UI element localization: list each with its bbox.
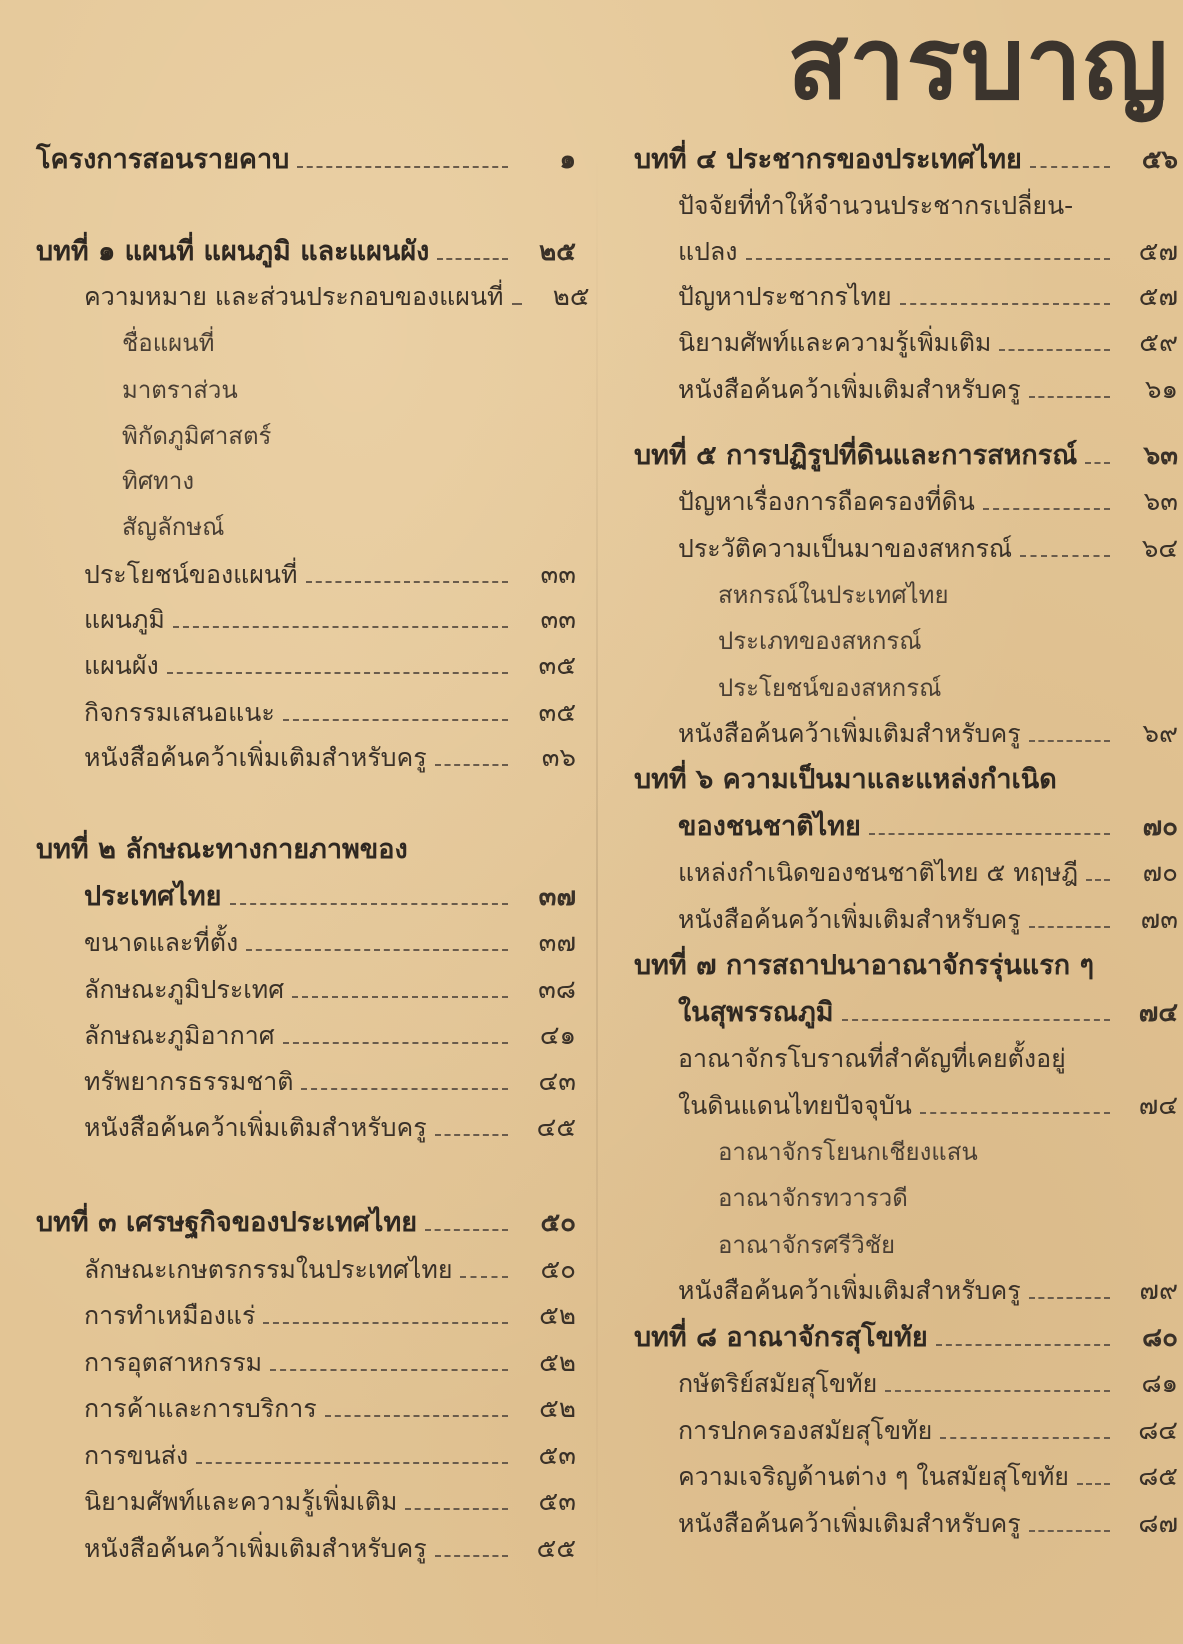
dot-leader: [435, 1134, 508, 1136]
toc-entry-label: อาณาจักรโยนกเชียงแสน: [718, 1138, 978, 1166]
toc-entry: [84, 1482, 576, 1522]
toc-entry: [36, 140, 576, 180]
toc-entry: [36, 830, 576, 870]
toc-entry-label: ในสุพรรณภูมิ: [678, 997, 834, 1028]
toc-entry: [678, 993, 1178, 1033]
toc-entry-label: ในดินแดนไทยปัจจุบัน: [678, 1091, 912, 1120]
toc-entry: [634, 760, 1178, 800]
toc-entry-page-number: ๖๑: [1144, 375, 1178, 405]
toc-entry: [122, 416, 422, 456]
toc-entry: [678, 1504, 1178, 1544]
toc-entry-label: ประเทศไทย: [84, 881, 222, 912]
toc-entry-label: หนังสือค้นคว้าเพิ่มเติมสำหรับครู: [678, 719, 1021, 748]
dot-leader: [425, 1229, 508, 1231]
toc-entry-page-number: ๒๕: [539, 237, 576, 267]
toc-entry-label: ทิศทาง: [122, 467, 195, 495]
toc-entry: [718, 1225, 1018, 1265]
toc-entry-page-number: ๓๖: [541, 743, 576, 773]
dot-leader: [246, 949, 508, 951]
dot-leader: [435, 764, 508, 766]
toc-entry: [36, 1203, 576, 1243]
toc-entry-page-number: ๖๔: [1141, 534, 1178, 564]
toc-entry: [84, 1108, 576, 1148]
toc-entry: [84, 1343, 576, 1383]
toc-entry-page-number: ๕๖: [1141, 145, 1178, 175]
toc-entry: [84, 738, 576, 778]
toc-entry-label: การขนส่ง: [84, 1441, 189, 1470]
toc-entry-page-number: ๓๗: [538, 882, 576, 912]
toc-entry: [84, 1062, 576, 1102]
toc-entry-page-number: ๗๙: [1139, 1276, 1178, 1306]
toc-entry: [122, 507, 422, 547]
toc-entry-page-number: ๕๕: [536, 1534, 576, 1564]
toc-entry: [678, 714, 1178, 754]
toc-entry-label: ของชนชาติไทย: [678, 811, 861, 842]
toc-entry: [678, 900, 1178, 940]
dot-leader: [196, 1462, 508, 1464]
toc-entry-label: กิจกรรมเสนอแนะ: [84, 698, 275, 727]
toc-entry-label: ชื่อแผนที่: [122, 329, 215, 357]
toc-entry: [84, 1250, 576, 1290]
toc-entry-page-number: ๓๕: [538, 698, 576, 728]
toc-entry: [84, 1016, 576, 1056]
toc-entry-label: แผนผัง: [84, 651, 159, 680]
toc-entry-label: ประโยชน์ของสหกรณ์: [718, 674, 942, 702]
toc-entry-label: บทที่ ๕ การปฏิรูปที่ดินและการสหกรณ์: [634, 440, 1078, 471]
toc-entry-page-number: ๕๗: [1138, 282, 1178, 312]
toc-entry-label: ประเภทของสหกรณ์: [718, 627, 922, 655]
toc-entry-label: การปกครองสมัยสุโขทัย: [678, 1416, 933, 1445]
toc-entry-label: หนังสือค้นคว้าเพิ่มเติมสำหรับครู: [678, 1509, 1021, 1538]
toc-entry: [122, 461, 422, 501]
toc-entry-page-number: ๗๔: [1138, 1091, 1178, 1121]
dot-leader: [405, 1508, 508, 1510]
toc-entry-label: มาตราส่วน: [122, 376, 238, 404]
toc-entry-label: สหกรณ์ในประเทศไทย: [718, 581, 949, 609]
dot-leader: [900, 303, 1110, 305]
dot-leader: [173, 626, 508, 628]
dot-leader: [435, 1555, 508, 1557]
dot-leader: [270, 1369, 508, 1371]
toc-entry-label: แปลง: [678, 237, 738, 266]
toc-entry: [718, 1132, 1018, 1172]
toc-entry-label: หนังสือค้นคว้าเพิ่มเติมสำหรับครู: [678, 1276, 1021, 1305]
dot-leader: [1029, 396, 1110, 398]
dot-leader: [297, 166, 508, 168]
toc-entry-page-number: ๔๕: [536, 1113, 576, 1143]
toc-entry: [634, 140, 1178, 180]
toc-entry-label: ปัญหาประชากรไทย: [678, 282, 892, 311]
toc-entry: [678, 529, 1178, 569]
toc-entry: [678, 1271, 1178, 1311]
toc-entry-page-number: ๘๑: [1141, 1369, 1178, 1399]
toc-entry-page-number: ๓๓: [540, 605, 576, 635]
dot-leader: [306, 581, 508, 583]
toc-entry: [634, 1318, 1178, 1358]
toc-entry: [634, 946, 1178, 986]
toc-entry: [678, 186, 1178, 226]
toc-entry-page-number: ๖๙: [1142, 719, 1178, 749]
toc-entry-label: ทรัพยากรธรรมชาติ: [84, 1067, 294, 1096]
toc-entry-page-number: ๘๕: [1138, 1462, 1178, 1492]
toc-entry-label: ประโยชน์ของแผนที่: [84, 560, 298, 589]
dot-leader: [1029, 1530, 1110, 1532]
toc-entry-page-number: ๘๐: [1142, 1323, 1178, 1353]
dot-leader: [1029, 740, 1110, 742]
toc-entry-page-number: ๖๓: [1143, 441, 1178, 471]
toc-entry-label: นิยามศัพท์และความรู้เพิ่มเติม: [678, 328, 992, 357]
toc-entry-label: การค้าและการบริการ: [84, 1394, 317, 1423]
page-title: สารบาญ: [787, 5, 1169, 122]
toc-entry-page-number: ๕๒: [539, 1394, 576, 1424]
dot-leader: [301, 1088, 508, 1090]
toc-entry-page-number: ๑: [559, 145, 576, 175]
dot-leader: [437, 258, 508, 260]
toc-entry-label: บทที่ ๓ เศรษฐกิจของประเทศไทย: [36, 1207, 418, 1238]
toc-entry-label: หนังสือค้นคว้าเพิ่มเติมสำหรับครู: [84, 1534, 427, 1563]
dot-leader: [1029, 926, 1110, 928]
dot-leader: [983, 508, 1110, 510]
toc-entry: [84, 1389, 576, 1429]
toc-entry: [84, 693, 576, 733]
toc-entry-page-number: ๕๗: [1138, 237, 1178, 267]
toc-entry-label: การอุตสาหกรรม: [84, 1348, 263, 1377]
toc-entry: [678, 232, 1178, 272]
toc-entry-page-number: ๗๓: [1140, 905, 1178, 935]
toc-entry-label: ลักษณะเกษตรกรรมในประเทศไทย: [84, 1255, 453, 1284]
toc-entry-label: อาณาจักรทวารวดี: [718, 1184, 908, 1212]
toc-entry-page-number: ๕๐: [540, 1255, 576, 1285]
dot-leader: [283, 1042, 508, 1044]
dot-leader: [746, 258, 1110, 260]
toc-entry-label: หนังสือค้นคว้าเพิ่มเติมสำหรับครู: [84, 743, 427, 772]
dot-leader: [460, 1276, 508, 1278]
toc-entry: [678, 323, 1178, 363]
toc-entry-page-number: ๖๓: [1143, 487, 1178, 517]
toc-entry-label: ประวัติความเป็นมาของสหกรณ์: [678, 534, 1013, 563]
toc-entry-label: กษัตริย์สมัยสุโขทัย: [678, 1369, 878, 1398]
toc-entry-label: หนังสือค้นคว้าเพิ่มเติมสำหรับครู: [678, 905, 1021, 934]
toc-entry-label: ลักษณะภูมิประเทศ: [84, 975, 285, 1004]
toc-entry: [678, 1457, 1178, 1497]
toc-entry: [84, 555, 576, 595]
toc-entry-label: บทที่ ๔ ประชากรของประเทศไทย: [634, 144, 1022, 175]
toc-entry-page-number: ๓๘: [538, 975, 576, 1005]
toc-entry: [678, 853, 1178, 893]
toc-entry: [718, 575, 1018, 615]
toc-entry: [678, 1086, 1178, 1126]
toc-entry: [84, 600, 576, 640]
column-divider: [596, 150, 598, 1620]
toc-entry-page-number: ๔๓: [538, 1067, 576, 1097]
toc-entry-label: การทำเหมืองแร่: [84, 1301, 256, 1330]
toc-entry-label: บทที่ ๑ แผนที่ แผนภูมิ และแผนผัง: [36, 236, 430, 267]
toc-entry-label: ความเจริญด้านต่าง ๆ ในสมัยสุโขทัย: [678, 1462, 1069, 1491]
toc-entry: [36, 232, 576, 272]
toc-entry-label: บทที่ ๗ การสถาปนาอาณาจักรรุ่นแรก ๆ: [634, 950, 1094, 981]
toc-entry-label: สัญลักษณ์: [122, 513, 225, 541]
toc-entry-page-number: ๕๓: [538, 1441, 576, 1471]
dot-leader: [885, 1390, 1110, 1392]
toc-entry-page-number: ๘๔: [1138, 1416, 1178, 1446]
toc-entry-label: แหล่งกำเนิดของชนชาติไทย ๕ ทฤษฎี: [678, 858, 1079, 887]
toc-entry: [84, 1436, 576, 1476]
toc-entry-page-number: ๕๐: [540, 1208, 576, 1238]
toc-entry-label: อาณาจักรโบราณที่สำคัญที่เคยตั้งอยู่: [678, 1044, 1066, 1073]
toc-entry: [718, 621, 1018, 661]
toc-entry-label: บทที่ ๒ ลักษณะทางกายภาพของ: [36, 834, 408, 865]
dot-leader: [999, 349, 1110, 351]
toc-entry-page-number: ๕๓: [538, 1487, 576, 1517]
toc-entry-page-number: ๘๗: [1138, 1509, 1178, 1539]
toc-entry-label: หนังสือค้นคว้าเพิ่มเติมสำหรับครู: [678, 375, 1021, 404]
toc-entry-label: หนังสือค้นคว้าเพิ่มเติมสำหรับครู: [84, 1113, 427, 1142]
dot-leader: [1030, 166, 1110, 168]
dot-leader: [292, 996, 508, 998]
dot-leader: [920, 1112, 1110, 1114]
toc-entry-label: ปัจจัยที่ทำให้จำนวนประชากรเปลี่ยน-: [678, 191, 1074, 220]
dot-leader: [869, 833, 1110, 835]
toc-entry-page-number: ๓๕: [538, 651, 576, 681]
toc-entry: [122, 323, 422, 363]
toc-entry: [84, 877, 576, 917]
dot-leader: [940, 1437, 1110, 1439]
dot-leader: [1020, 555, 1110, 557]
toc-entry: [678, 1039, 1178, 1079]
toc-entry: [678, 1411, 1178, 1451]
toc-entry: [718, 668, 1018, 708]
dot-leader: [1086, 879, 1110, 881]
dot-leader: [512, 303, 522, 305]
dot-leader: [1029, 1297, 1110, 1299]
toc-entry: [84, 1296, 576, 1336]
toc-entry-page-number: ๗๐: [1142, 812, 1178, 842]
dot-leader: [842, 1019, 1110, 1021]
toc-entry-label: โครงการสอนรายคาบ: [36, 144, 290, 175]
dot-leader: [1077, 1483, 1110, 1485]
toc-entry-label: ความหมาย และส่วนประกอบของแผนที่: [84, 282, 504, 311]
toc-entry-page-number: ๕๙: [1139, 328, 1178, 358]
toc-entry-label: ขนาดและที่ตั้ง: [84, 928, 239, 957]
toc-entry: [122, 370, 422, 410]
toc-entry: [84, 970, 576, 1010]
toc-entry: [84, 923, 576, 963]
toc-entry-label: พิกัดภูมิศาสตร์: [122, 422, 272, 450]
toc-entry: [678, 277, 1178, 317]
dot-leader: [936, 1344, 1110, 1346]
toc-entry-page-number: ๗๔: [1138, 998, 1178, 1028]
dot-leader: [283, 719, 508, 721]
toc-entry-page-number: ๕๒: [539, 1301, 576, 1331]
dot-leader: [1085, 462, 1110, 464]
toc-entry-label: ปัญหาเรื่องการถือครองที่ดิน: [678, 487, 975, 516]
toc-entry: [84, 646, 576, 686]
toc-entry-label: ลักษณะภูมิอากาศ: [84, 1021, 275, 1050]
toc-entry-page-number: ๗๐: [1142, 858, 1178, 888]
toc-entry-page-number: ๕๒: [539, 1348, 576, 1378]
toc-entry-label: นิยามศัพท์และความรู้เพิ่มเติม: [84, 1487, 398, 1516]
toc-entry-page-number: ๓๗: [538, 928, 576, 958]
toc-entry-label: อาณาจักรศรีวิชัย: [718, 1231, 896, 1259]
toc-entry: [84, 1529, 576, 1569]
dot-leader: [230, 903, 508, 905]
toc-entry: [678, 1364, 1178, 1404]
toc-entry: [678, 807, 1178, 847]
dot-leader: [263, 1322, 508, 1324]
toc-entry: [678, 370, 1178, 410]
toc-entry-label: แผนภูมิ: [84, 605, 165, 634]
dot-leader: [325, 1415, 508, 1417]
dot-leader: [167, 672, 508, 674]
toc-entry: [634, 436, 1178, 476]
toc-entry-label: บทที่ ๘ อาณาจักรสุโขทัย: [634, 1322, 928, 1353]
toc-entry-page-number: ๓๓: [540, 560, 576, 590]
toc-entry: [84, 277, 590, 317]
toc-entry-page-number: ๒๕: [552, 282, 590, 312]
toc-entry-label: บทที่ ๖ ความเป็นมาและแหล่งกำเนิด: [634, 764, 1057, 795]
toc-entry-page-number: ๔๑: [539, 1021, 576, 1051]
toc-entry: [678, 482, 1178, 522]
toc-entry: [718, 1178, 1018, 1218]
